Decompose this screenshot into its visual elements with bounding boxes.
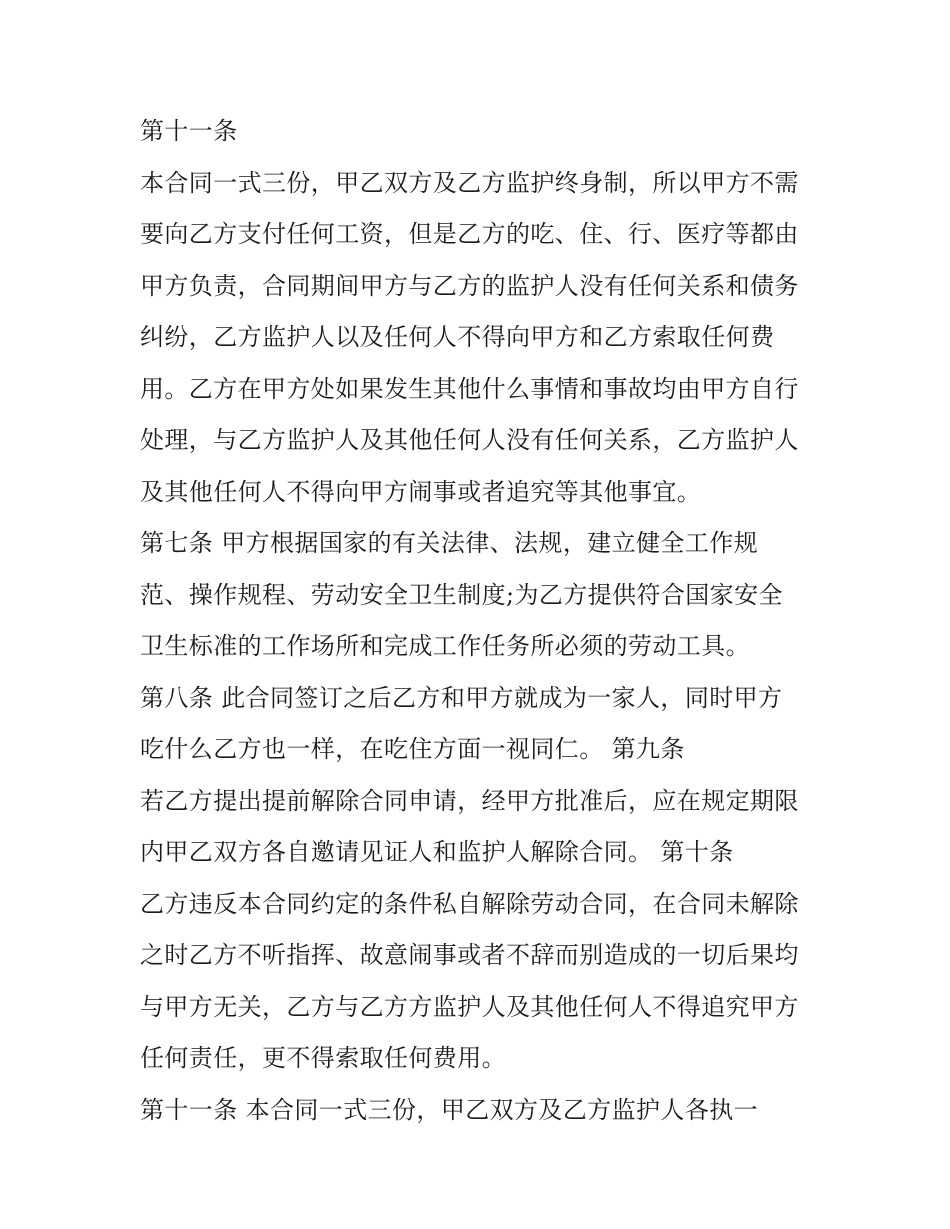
text-line: 之时乙方不听指挥、故意闹事或者不辞而别造成的一切后果均: [140, 941, 799, 969]
text-line: 内甲乙双方各自邀请见证人和监护人解除合同。 第十条: [140, 838, 734, 866]
text-line: 纠纷，乙方监护人以及任何人不得向甲方和乙方索取任何费: [140, 323, 775, 351]
text-line: 要向乙方支付任何工资，但是乙方的吃、住、行、医疗等都由: [140, 220, 799, 248]
text-line: 卫生标准的工作场所和完成工作任务所必须的劳动工具。: [140, 632, 750, 660]
text-line: 与甲方无关，乙方与乙方方监护人及其他任何人不得追究甲方: [140, 992, 799, 1021]
text-line: 第八条 此合同签订之后乙方和甲方就成为一家人，同时甲方: [140, 683, 783, 712]
text-line: 及其他任何人不得向甲方闹事或者追究等其他事宜。: [140, 477, 702, 506]
text-line: 乙方违反本合同约定的条件私自解除劳动合同，在合同未解除: [140, 889, 799, 918]
text-line: 范、操作规程、劳动安全卫生制度;为乙方提供符合国家安全: [140, 580, 783, 609]
text-line: 处理，与乙方监护人及其他任何人没有任何关系，乙方监护人: [140, 426, 799, 454]
text-line: 第十一条: [140, 117, 238, 145]
text-line: 甲方负责，合同期间甲方与乙方的监护人没有任何关系和债务: [140, 271, 799, 300]
text-line: 任何责任，更不得索取任何费用。: [140, 1044, 506, 1072]
text-line: 若乙方提出提前解除合同申请，经甲方批准后，应在规定期限: [140, 786, 799, 815]
document-body: [140, 106, 830, 1136]
text-line: 本合同一式三份，甲乙双方及乙方监护终身制，所以甲方不需: [140, 168, 799, 197]
text-line: 第七条 甲方根据国家的有关法律、法规，建立健全工作规: [140, 529, 759, 557]
text-line: 第十一条 本合同一式三份，甲乙双方及乙方监护人各执一: [140, 1095, 759, 1124]
text-line: 用。乙方在甲方处如果发生其他什么事情和事故均由甲方自行: [140, 374, 799, 403]
text-line: 吃什么乙方也一样，在吃住方面一视同仁。 第九条: [140, 735, 685, 763]
